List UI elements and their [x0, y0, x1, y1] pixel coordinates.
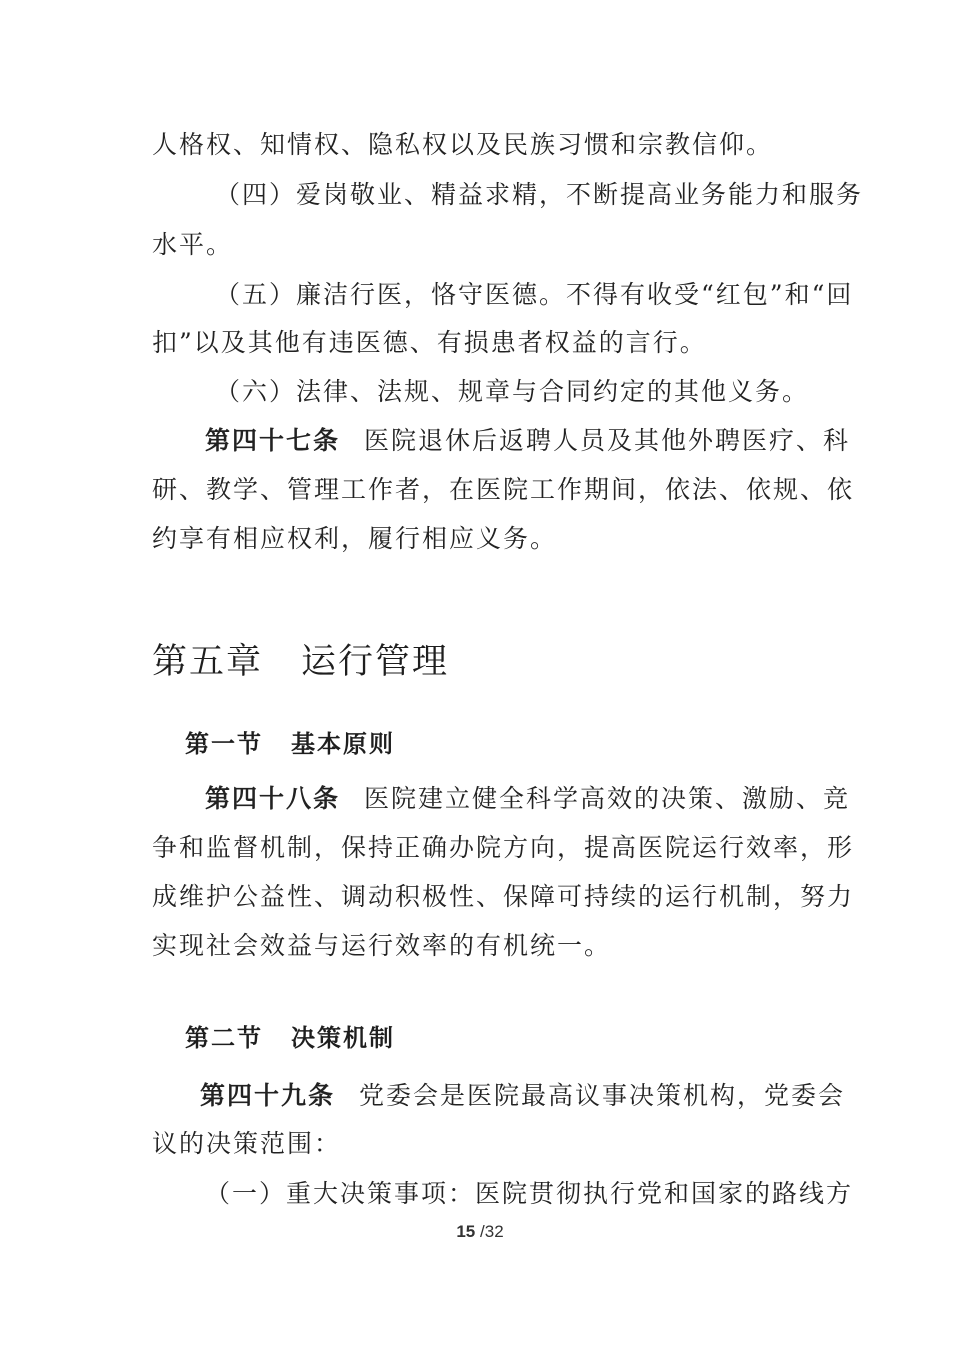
paragraph-line: 成维护公益性、调动积极性、保障可持续的运行机制，努力 [152, 882, 855, 911]
article-49-text: 党委会是医院最高议事决策机构，党委会 [359, 1081, 846, 1110]
section-heading [185, 728, 395, 760]
section-number: 第一节 [185, 730, 263, 758]
article-48-heading: 第四十八条 [205, 784, 341, 813]
page-separator: / [480, 1222, 485, 1241]
article-49-first-line [200, 1079, 845, 1113]
article-48-text: 医院建立健全科学高效的决策、激励、竞 [364, 784, 851, 813]
paragraph-line: 议的决策范围： [152, 1129, 342, 1158]
total-pages: 32 [484, 1222, 504, 1241]
article-47-text: 医院退休后返聘人员及其他外聘医疗、科 [364, 426, 851, 455]
current-page-number: 15 [456, 1222, 476, 1241]
article-48-first-line [205, 782, 850, 816]
chapter-heading [152, 640, 449, 684]
section-title: 基本原则 [291, 730, 395, 758]
paragraph-line: 扣”以及其他有违医德、有损患者权益的言行。 [152, 328, 707, 357]
paragraph-line: 水平。 [152, 230, 234, 259]
paragraph-line: 争和监督机制，保持正确办院方向，提高医院运行效率，形 [152, 833, 855, 862]
paragraph-line: （一）重大决策事项：医院贯彻执行党和国家的路线方 [205, 1179, 854, 1208]
paragraph-line: 人格权、知情权、隐私权以及民族习惯和宗教信仰。 [152, 130, 774, 159]
paragraph-line: （五）廉洁行医，恪守医德。不得有收受“红包”和“回 [215, 280, 854, 309]
paragraph-line: 实现社会效益与运行效率的有机统一。 [152, 931, 612, 960]
paragraph-line: （六）法律、法规、规章与合同约定的其他义务。 [215, 377, 810, 406]
paragraph-line: 约享有相应权利，履行相应义务。 [152, 524, 558, 553]
chapter-title: 运行管理 [301, 642, 450, 682]
section-heading [185, 1022, 395, 1054]
paragraph-line: 研、教学、管理工作者，在医院工作期间，依法、依规、依 [152, 475, 855, 504]
section-number: 第二节 [185, 1024, 263, 1052]
article-47-first-line [205, 424, 850, 458]
paragraph-line: （四）爱岗敬业、精益求精，不断提高业务能力和服务 [215, 180, 864, 209]
section-title: 决策机制 [291, 1024, 395, 1052]
article-47-heading: 第四十七条 [205, 426, 341, 455]
article-49-heading: 第四十九条 [200, 1081, 336, 1110]
chapter-number: 第五章 [152, 642, 264, 682]
page-number [0, 1220, 960, 1244]
